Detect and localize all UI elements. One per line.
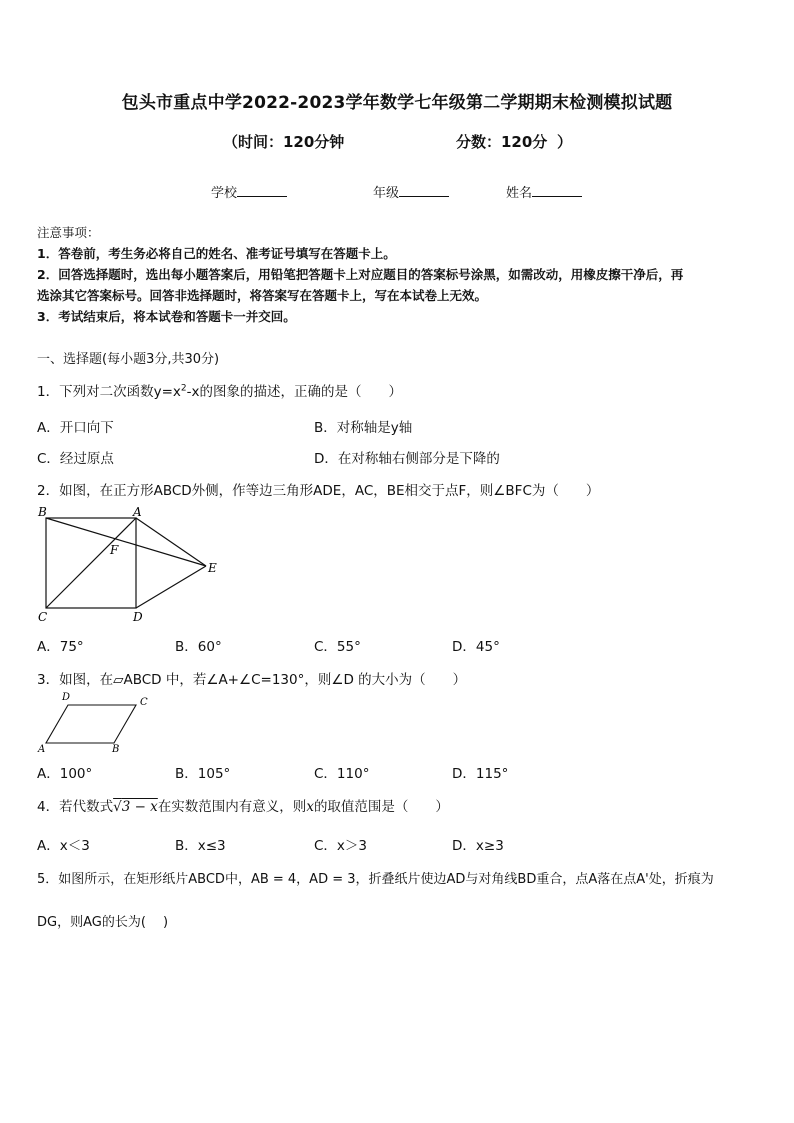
school-blank[interactable] (237, 184, 287, 197)
time-limit: 时间：120分钟 (238, 133, 345, 151)
q1-stem-part: -x的图象的描述，正确的是（ ） (186, 384, 402, 400)
q1-option-a[interactable]: A．开口向下 (37, 420, 114, 436)
q3-label-b: B (112, 744, 120, 755)
school-field[interactable] (211, 182, 287, 201)
section-heading: 一、选择题(每小题3分,共30分) (37, 352, 220, 367)
q4-stem-part: 的取值范围是（ ） (313, 799, 449, 815)
q3-figure (34, 688, 164, 756)
q2-label-e: E (208, 561, 217, 575)
q1-exponent: 2 (180, 383, 187, 394)
instruction-item: 3．考试结束后，将本试卷和答题卡一并交回。 (37, 309, 296, 324)
name-blank[interactable] (532, 184, 582, 197)
q1-stem-part: 1．下列对二次函数y=x (37, 384, 181, 400)
q4-option-b[interactable]: B．x≤3 (175, 838, 226, 854)
grade-blank[interactable] (399, 184, 449, 197)
q4-stem-part: 在实数范围内有意义，则 (157, 799, 307, 815)
q3-label-d: D (62, 692, 71, 703)
q3-label-a: A (38, 744, 46, 755)
total-score: 分数：120分 (456, 133, 548, 151)
q4-option-c[interactable]: C．x＞3 (314, 838, 368, 854)
q4-stem-part: 4．若代数式 (37, 799, 114, 815)
q2-label-d: D (133, 610, 143, 624)
q3-option-d[interactable]: D．115° (452, 766, 509, 782)
q2-label-c: C (38, 610, 48, 624)
q2-label-a: A (133, 505, 142, 519)
q4-variable: x (306, 799, 314, 815)
q2-option-d[interactable]: D．45° (452, 639, 500, 655)
question-2-stem: 2．如图，在正方形ABCD外侧，作等边三角形ADE，AC，BE相交于点F，则∠BFC为（ ） (37, 483, 600, 499)
school-label: 学校 (211, 186, 238, 201)
instructions-heading: 注意事项： (37, 225, 100, 240)
q4-radicand: 3 − x (121, 799, 158, 815)
instructions (37, 222, 759, 327)
q3-option-b[interactable]: B．105° (175, 766, 231, 782)
q3-label-c: C (140, 697, 148, 708)
q2-option-a[interactable]: A．75° (37, 639, 84, 655)
instruction-item: 选涂其它答案标号。回答非选择题时，将答案写在答题卡上，写在本试卷上无效。 (37, 288, 488, 303)
q1-option-b[interactable]: B．对称轴是y轴 (314, 420, 413, 436)
grade-field[interactable] (373, 182, 449, 201)
name-field[interactable] (506, 182, 582, 201)
q3-option-a[interactable]: A．100° (37, 766, 93, 782)
q1-option-c[interactable]: C．经过原点 (37, 451, 114, 467)
question-5-stem-line1: 5．如图所示，在矩形纸片ABCD中，AB = 4，AD = 3，折叠纸片使边AD与对角线BD重合，点A落在点A'处，折痕为 (37, 872, 714, 887)
question-1-stem (37, 380, 402, 400)
q2-option-b[interactable]: B．60° (175, 639, 222, 655)
exam-title: 包头市重点中学2022-2023学年数学七年级第二学期期末检测模拟试题 (121, 93, 673, 113)
q2-label-b: B (38, 505, 47, 519)
instruction-item: 2．回答选择题时，选出每小题答案后，用铅笔把答题卡上对应题目的答案标号涂黑，如需改动，用橡皮擦干净后，再 (37, 267, 684, 282)
question-4-stem (37, 795, 449, 815)
name-label: 姓名 (506, 186, 533, 201)
paren-open: （ (223, 133, 239, 151)
grade-label: 年级 (373, 186, 400, 201)
question-5-stem-line2: DG，则AG的长为( ) (37, 915, 169, 930)
q4-sqrt-expression: √3 − x (113, 799, 158, 815)
q4-option-a[interactable]: A．x＜3 (37, 838, 90, 854)
paren-close: ） (557, 133, 573, 151)
q2-label-f: F (110, 543, 119, 557)
q2-figure (30, 500, 230, 628)
q3-option-c[interactable]: C．110° (314, 766, 370, 782)
q4-option-d[interactable]: D．x≥3 (452, 838, 504, 854)
question-3-stem: 3．如图，在▱ABCD 中，若∠A+∠C=130°，则∠D 的大小为（ ） (37, 672, 467, 688)
q2-option-c[interactable]: C．55° (314, 639, 361, 655)
q1-option-d[interactable]: D．在对称轴右侧部分是下降的 (314, 451, 500, 467)
instruction-item: 1．答卷前，考生务必将自己的姓名、准考证号填写在答题卡上。 (37, 246, 396, 261)
